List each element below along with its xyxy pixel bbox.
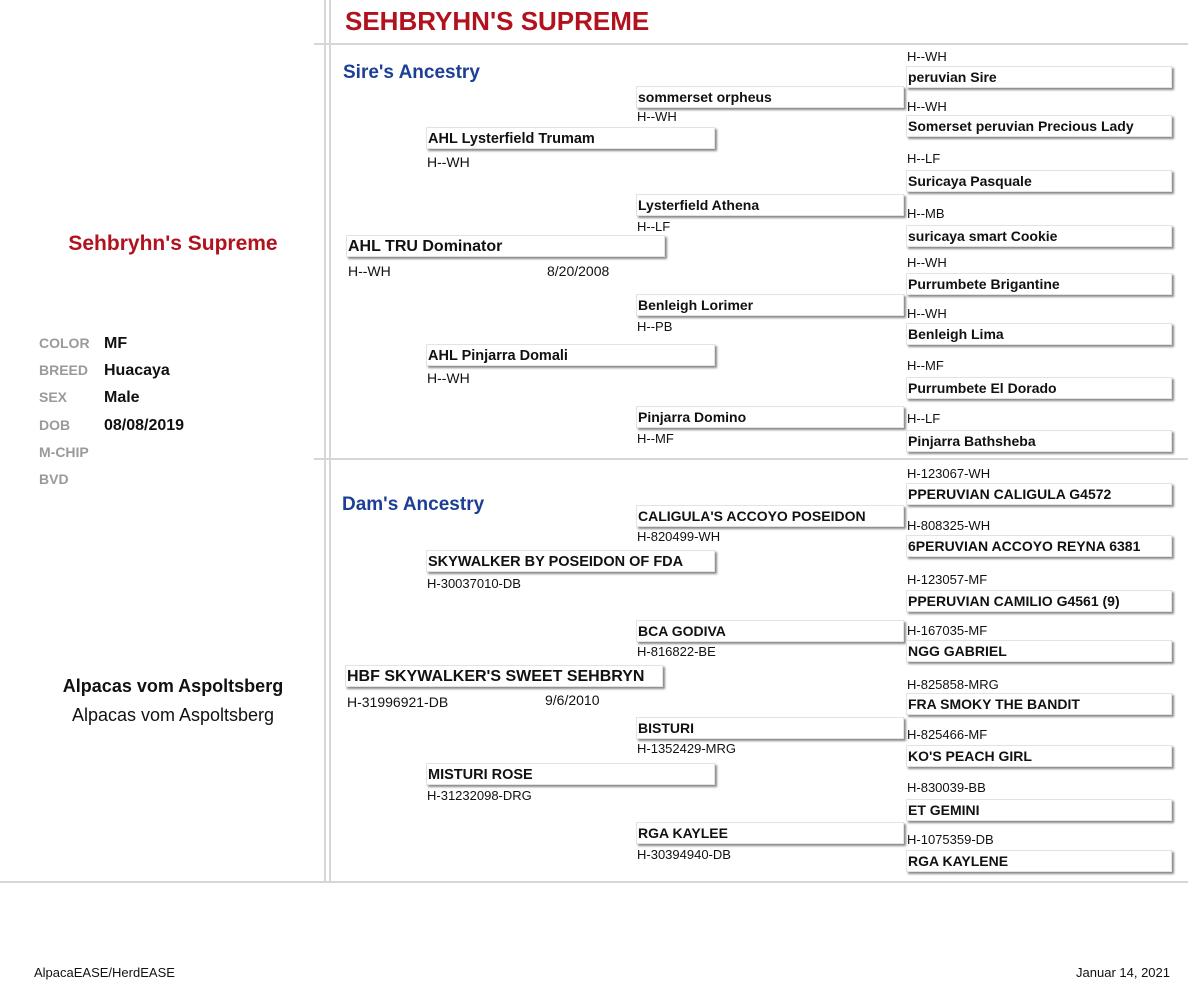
sire-reg: H--WH — [348, 263, 391, 279]
dam-g4-reg-3: H-123057-MF — [907, 572, 988, 587]
sire-dob: 8/20/2008 — [547, 263, 610, 279]
dam-g3-reg-1: H-820499-WH — [637, 529, 721, 544]
dam-dob: 9/6/2010 — [545, 692, 600, 708]
sire-g4-reg-4: H--MB — [907, 206, 945, 221]
sire-box: AHL TRU Dominator — [346, 235, 665, 257]
info-label-bvd: BVD — [39, 471, 69, 487]
dam-g3-reg-3: H-1352429-MRG — [637, 741, 736, 756]
dam-box: HBF SKYWALKER'S SWEET SEHBRYN — [345, 665, 663, 687]
dam-g4-reg-6: H-825466-MF — [907, 727, 988, 742]
sire-ancestry-heading: Sire's Ancestry — [343, 62, 480, 83]
sire-g4-box-6: Benleigh Lima — [906, 323, 1172, 345]
dam-sire-box: SKYWALKER BY POSEIDON OF FDA — [426, 550, 715, 572]
sire-g4-box-3: Suricaya Pasquale — [906, 170, 1172, 192]
sire-g4-reg-1: H--WH — [907, 49, 947, 64]
sire-dam-divider — [314, 458, 1188, 460]
info-label-mchip: M-CHIP — [39, 444, 89, 460]
sire-g4-reg-8: H--LF — [907, 411, 941, 426]
sire-g4-reg-6: H--WH — [907, 306, 947, 321]
animal-name: Sehbryhn's Supreme — [68, 232, 278, 255]
info-value-breed: Huacaya — [104, 362, 170, 379]
dam-g4-reg-5: H-825858-MRG — [907, 677, 999, 692]
sire-g3-box-4: Pinjarra Domino — [636, 406, 904, 428]
sire-g4-box-4: suricaya smart Cookie — [906, 225, 1172, 247]
dam-g4-box-2: 6PERUVIAN ACCOYO REYNA 6381 — [906, 535, 1172, 557]
info-label-breed: BREED — [39, 362, 89, 378]
dam-g4-box-6: KO'S PEACH GIRL — [906, 745, 1172, 767]
dam-g4-box-8: RGA KAYLENE — [906, 850, 1172, 872]
title-underline — [314, 43, 1188, 45]
dam-g4-box-5: FRA SMOKY THE BANDIT — [906, 693, 1172, 715]
info-label-color: COLOR — [39, 335, 90, 351]
dam-g4-reg-8: H-1075359-DB — [907, 832, 994, 847]
dam-g3-box-4: RGA KAYLEE — [636, 822, 904, 844]
sire-g4-box-5: Purrumbete Brigantine — [906, 273, 1172, 295]
info-value-sex: Male — [104, 389, 140, 406]
sire-g4-reg-2: H--WH — [907, 99, 947, 114]
footer-date: Januar 14, 2021 — [1076, 965, 1170, 980]
sire-g4-reg-7: H--MF — [907, 358, 944, 373]
sire-dam-reg: H--WH — [427, 370, 470, 386]
sire-g4-box-7: Purrumbete El Dorado — [906, 377, 1172, 399]
sire-g4-box-8: Pinjarra Bathsheba — [906, 430, 1172, 452]
footer-software: AlpacaEASE/HerdEASE — [34, 965, 175, 980]
dam-g4-box-4: NGG GABRIEL — [906, 640, 1172, 662]
dam-sire-reg: H-30037010-DB — [427, 576, 521, 591]
owner-farm: Alpacas vom Aspoltsberg — [71, 705, 275, 725]
page-title: SEHBRYHN'S SUPREME — [345, 6, 650, 36]
owner-name: Alpacas vom Aspoltsberg — [62, 676, 284, 696]
dam-g4-box-3: PPERUVIAN CAMILIO G4561 (9) — [906, 590, 1172, 612]
dam-g4-reg-4: H-167035-MF — [907, 623, 988, 638]
sire-g3-reg-2: H--LF — [637, 219, 671, 234]
dam-dam-box: MISTURI ROSE — [426, 763, 715, 785]
sire-g4-reg-3: H--LF — [907, 151, 941, 166]
bottom-divider — [0, 881, 1188, 883]
sire-g4-box-1: peruvian Sire — [906, 66, 1172, 88]
dam-reg: H-31996921-DB — [347, 694, 449, 710]
sire-g3-box-1: sommerset orpheus — [636, 86, 904, 108]
dam-g4-reg-7: H-830039-BB — [907, 780, 986, 795]
info-label-sex: SEX — [39, 389, 68, 405]
sire-g3-reg-1: H--WH — [637, 109, 677, 124]
left-column-divider — [324, 0, 326, 882]
dam-g4-reg-1: H-123067-WH — [907, 466, 991, 481]
info-value-color: MF — [104, 335, 128, 352]
sire-g3-box-3: Benleigh Lorimer — [636, 294, 904, 316]
sire-g4-reg-5: H--WH — [907, 255, 947, 270]
sire-g3-box-2: Lysterfield Athena — [636, 194, 904, 216]
sire-dam-box: AHL Pinjarra Domali — [426, 344, 715, 366]
info-value-dob: 08/08/2019 — [104, 417, 185, 434]
sire-g3-reg-4: H--MF — [637, 431, 674, 446]
left-column-divider-inner — [329, 0, 331, 882]
sire-g4-box-2: Somerset peruvian Precious Lady — [906, 115, 1172, 137]
dam-g3-box-3: BISTURI — [636, 717, 904, 739]
dam-g3-box-1: CALIGULA'S ACCOYO POSEIDON — [636, 505, 904, 527]
dam-g4-box-7: ET GEMINI — [906, 799, 1172, 821]
sire-sire-box: AHL Lysterfield Trumam — [426, 127, 715, 149]
info-label-dob: DOB — [39, 417, 71, 433]
dam-g3-reg-2: H-816822-BE — [637, 644, 716, 659]
sire-sire-reg: H--WH — [427, 154, 470, 170]
dam-dam-reg: H-31232098-DRG — [427, 788, 532, 803]
dam-ancestry-heading: Dam's Ancestry — [342, 494, 485, 515]
dam-g3-reg-4: H-30394940-DB — [637, 847, 731, 862]
dam-g4-box-1: PPERUVIAN CALIGULA G4572 — [906, 483, 1172, 505]
dam-g4-reg-2: H-808325-WH — [907, 518, 991, 533]
dam-g3-box-2: BCA GODIVA — [636, 620, 904, 642]
sire-g3-reg-3: H--PB — [637, 319, 673, 334]
